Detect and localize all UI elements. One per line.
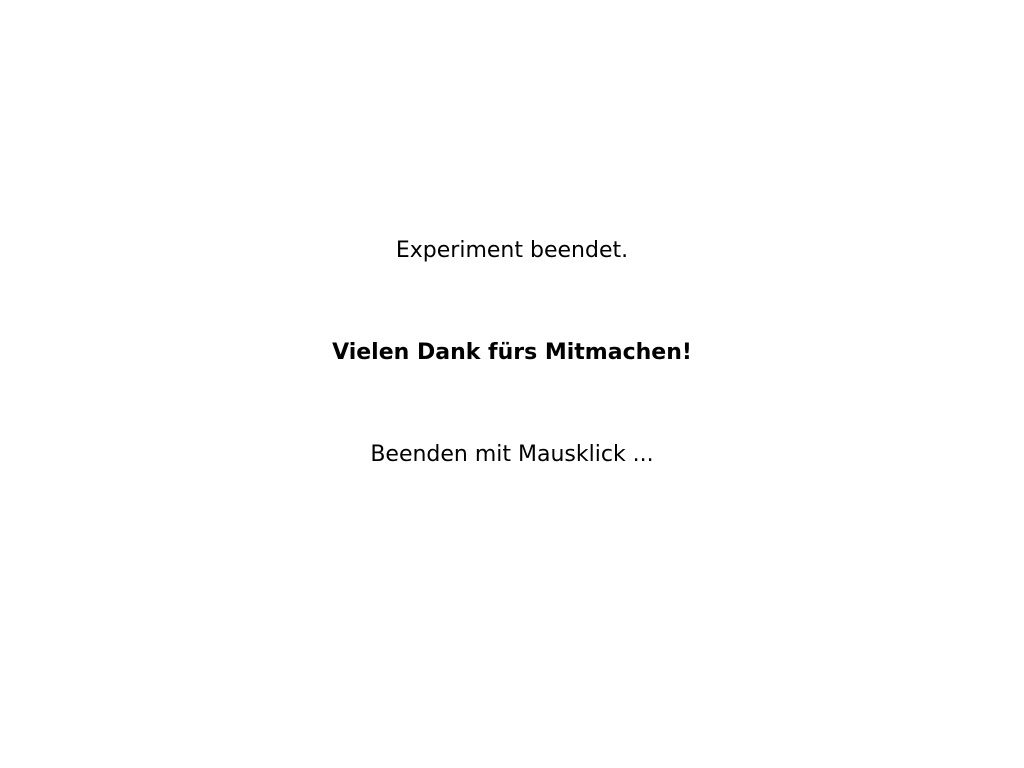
experiment-finished-text: Experiment beendet. — [395, 238, 629, 263]
click-to-exit-instruction: Beenden mit Mausklick ... — [370, 442, 654, 467]
thank-you-heading: Vielen Dank fürs Mitmachen! — [332, 340, 692, 365]
